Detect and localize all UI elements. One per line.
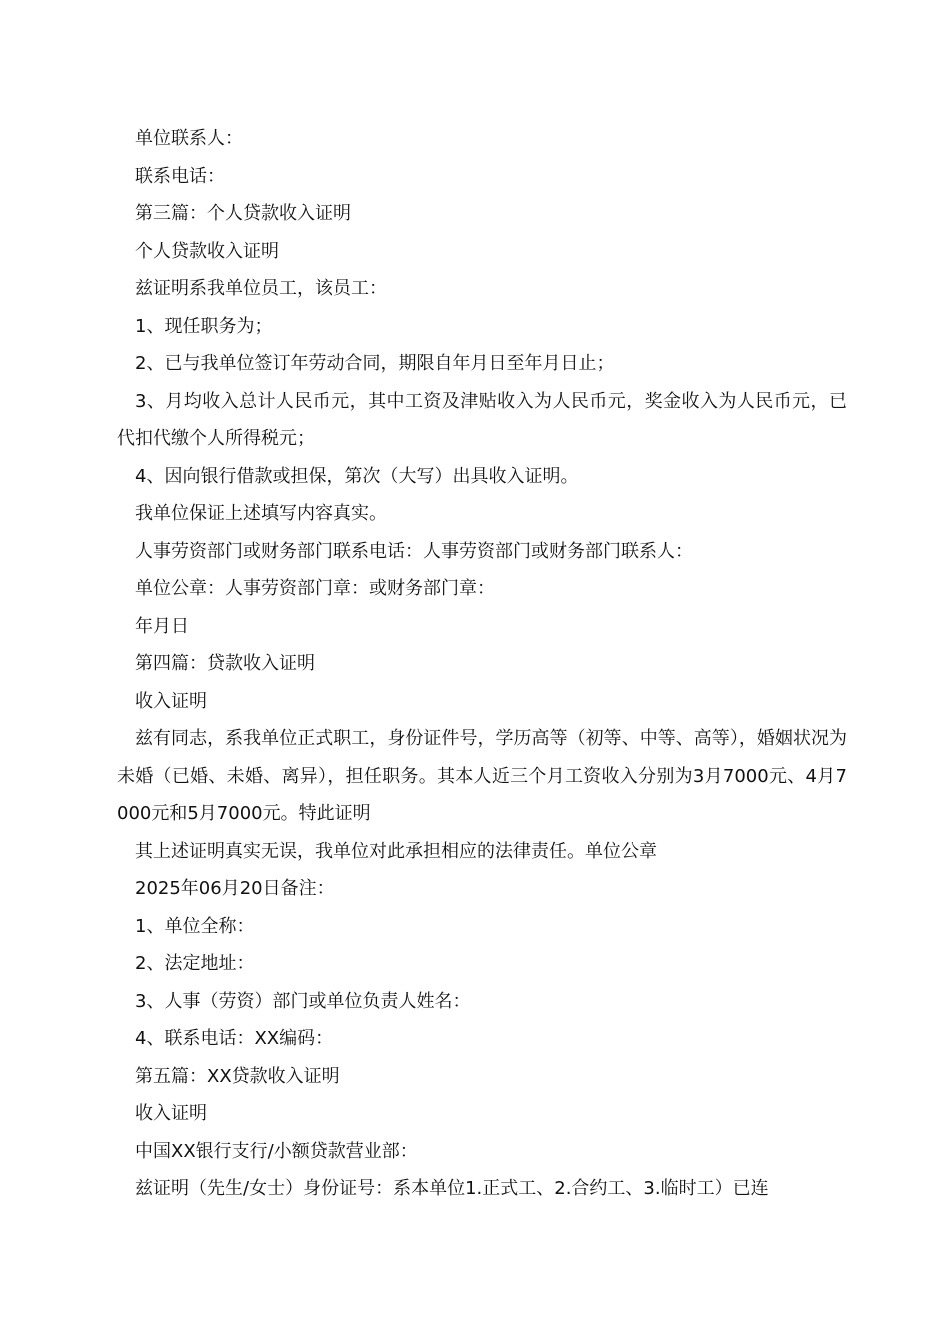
paragraph-hr-contact: 人事劳资部门或财务部门联系电话：人事劳资部门或财务部门联系人： — [135, 540, 693, 562]
note-item-1: 1、单位全称： — [135, 915, 255, 937]
paragraph-seals: 单位公章：人事劳资部门章：或财务部门章： — [135, 578, 495, 599]
paragraph-date-notes: 2025年06月20日备注： — [135, 878, 335, 899]
paragraph-intro-3: 兹证明系我单位员工，该员工： — [135, 278, 387, 299]
paragraph-certification-start: 兹证明（先生/女士）身份证号：系本单位1.正式工、2.合约工、3.临时工）已连 — [135, 1178, 769, 1199]
section-heading-4: 第四篇：贷款收入证明 — [135, 653, 315, 674]
paragraph-contact-phone: 联系电话： — [135, 165, 225, 187]
section-heading-5: 第五篇：XX贷款收入证明 — [135, 1065, 340, 1087]
section-title-3: 个人贷款收入证明 — [135, 240, 279, 262]
paragraph-contact-person: 单位联系人： — [135, 128, 243, 149]
note-item-2: 2、法定地址： — [135, 953, 255, 974]
paragraph-addressee: 中国XX银行支行/小额贷款营业部： — [135, 1140, 418, 1162]
list-item-1: 1、现任职务为； — [135, 315, 273, 337]
paragraph-date-blank: 年月日 — [135, 615, 189, 637]
list-item-3: 3、月均收入总计人民币元，其中工资及津贴收入为人民币元，奖金收入为人民币元，已代扣代缴个人所得税元； — [117, 390, 847, 449]
note-item-3: 3、人事（劳资）部门或单位负责人姓名： — [135, 990, 471, 1012]
section-heading-3: 第三篇：个人贷款收入证明 — [135, 203, 351, 224]
document-body — [117, 120, 847, 1208]
paragraph-guarantee: 我单位保证上述填写内容真实。 — [135, 503, 387, 524]
paragraph-income-details: 兹有同志，系我单位正式职工，身份证件号，学历高等（初等、中等、高等），婚姻状况为未婚（已婚、未婚、离异），担任职务。其本人近三个月工资收入分别为3月7000元、4月7000元和5月7000元。特此证明 — [117, 728, 847, 824]
section-title-5: 收入证明 — [135, 1103, 207, 1124]
section-title-4: 收入证明 — [135, 690, 207, 712]
list-item-4: 4、因向银行借款或担保，第次（大写）出具收入证明。 — [135, 465, 579, 487]
note-item-4: 4、联系电话：XX编码： — [135, 1028, 334, 1049]
list-item-2: 2、已与我单位签订年劳动合同，期限自年月日至年月日止； — [135, 353, 615, 374]
paragraph-liability: 其上述证明真实无误，我单位对此承担相应的法律责任。单位公章 — [135, 840, 657, 862]
